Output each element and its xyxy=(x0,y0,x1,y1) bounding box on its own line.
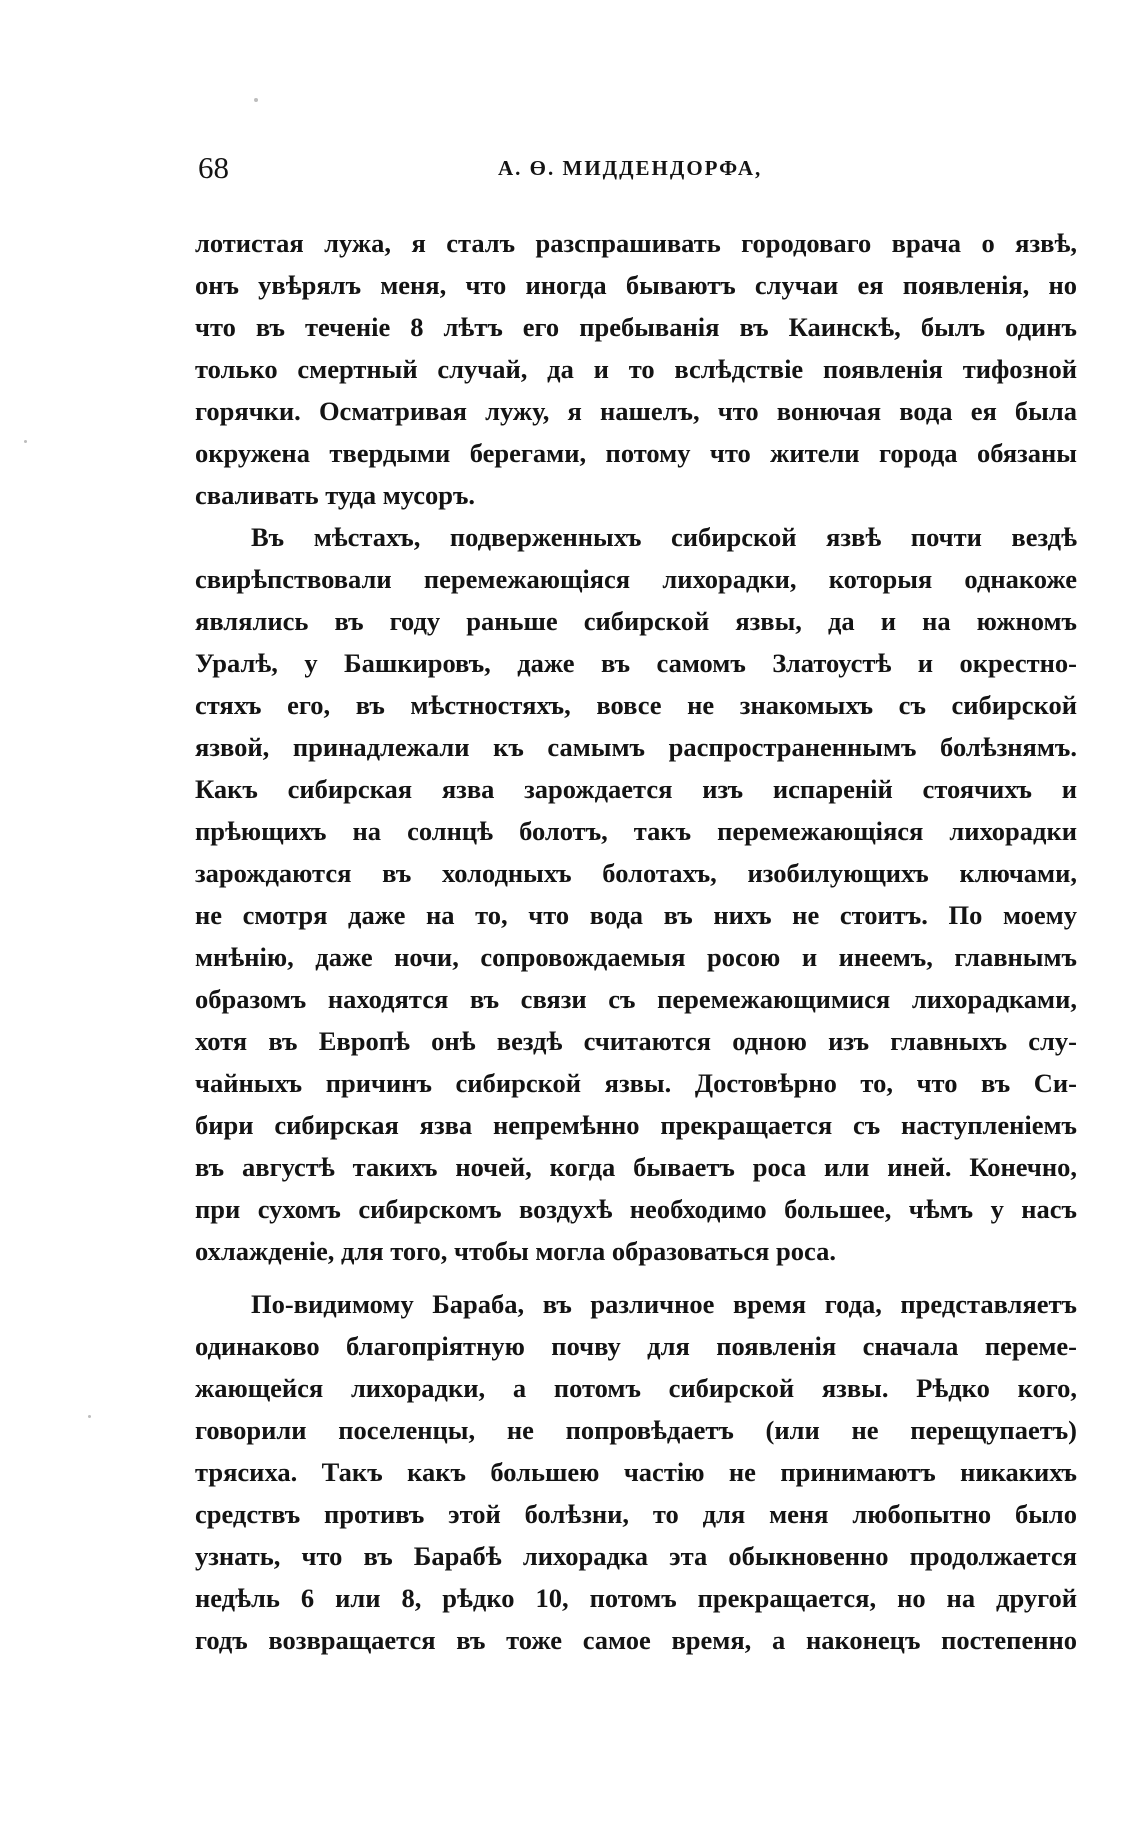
text-line: окружена твердыми берегами, потому что жители города обязаны xyxy=(195,438,1077,468)
text-line: годъ возвращается въ тоже самое время, а наконецъ постепенно xyxy=(195,1625,1077,1655)
running-head: А. Ө. МИДДЕНДОРФА, xyxy=(498,156,763,180)
text-line: трясиха. Такъ какъ большею частію не принимаютъ никакихъ xyxy=(195,1457,1077,1487)
text-line: недѣль 6 или 8, рѣдко 10, потомъ прекращается, но на другой xyxy=(195,1583,1077,1613)
text-line: Въ мѣстахъ, подверженныхъ сибирской язвѣ почти вездѣ xyxy=(251,522,1077,552)
scan-speck xyxy=(254,98,258,102)
text-line: въ августѣ такихъ ночей, когда бываетъ роса или иней. Конечно, xyxy=(195,1152,1077,1182)
text-line: средствъ противъ этой болѣзни, то для меня любопытно было xyxy=(195,1499,1077,1529)
text-line: не смотря даже на то, что вода въ нихъ не стоитъ. По моему xyxy=(195,900,1077,930)
text-line: жающейся лихорадки, а потомъ сибирской язвы. Рѣдко кого, xyxy=(195,1373,1077,1403)
text-line: мнѣнію, даже ночи, сопровождаемыя росою и инеемъ, главнымъ xyxy=(195,942,1077,972)
text-line: только смертный случай, да и то вслѣдствіе появленія тифозной xyxy=(195,354,1077,384)
body-text xyxy=(195,222,1077,1661)
text-line: горячки. Осматривая лужу, я нашелъ, что вонючая вода ея была xyxy=(195,396,1077,426)
scan-speck xyxy=(88,1415,91,1418)
text-line: являлись въ году раньше сибирской язвы, да и на южномъ xyxy=(195,606,1077,636)
text-line: сваливать туда мусоръ. xyxy=(195,480,476,510)
text-line: образомъ находятся въ связи съ перемежающимися лихорадками, xyxy=(195,984,1077,1014)
text-line: бири сибирская язва непремѣнно прекращается съ наступленіемъ xyxy=(195,1110,1077,1140)
text-line: По-видимому Бараба, въ различное время года, представляетъ xyxy=(251,1289,1077,1319)
page-header xyxy=(198,150,1078,190)
text-line: лотистая лужа, я сталъ разспрашивать городоваго врача о язвѣ, xyxy=(195,228,1077,258)
text-line: одинаково благопріятную почву для появленія сначала переме- xyxy=(195,1331,1077,1361)
text-line: язвой, принадлежали къ самымъ распространеннымъ болѣзнямъ. xyxy=(195,732,1077,762)
text-line: онъ увѣрялъ меня, что иногда бываютъ случаи ея появленія, но xyxy=(195,270,1077,300)
text-line: говорили поселенцы, не попровѣдаетъ (или не перещупаетъ) xyxy=(195,1415,1077,1445)
text-line: стяхъ его, въ мѣстностяхъ, вовсе не знакомыхъ съ сибирской xyxy=(195,690,1077,720)
text-line: узнать, что въ Барабѣ лихорадка эта обыкновенно продолжается xyxy=(195,1541,1077,1571)
text-line: Уралѣ, у Башкировъ, даже въ самомъ Златоустѣ и окрестно- xyxy=(195,648,1077,678)
text-line: при сухомъ сибирскомъ воздухѣ необходимо большее, чѣмъ у насъ xyxy=(195,1194,1077,1224)
text-line: зарождаются въ холодныхъ болотахъ, изобилующихъ ключами, xyxy=(195,858,1077,888)
scan-speck xyxy=(24,440,27,443)
text-line: Какъ сибирская язва зарождается изъ испареній стоячихъ и xyxy=(195,774,1077,804)
text-line: охлажденіе, для того, чтобы могла образоваться роса. xyxy=(195,1236,836,1266)
page-number: 68 xyxy=(198,150,229,185)
text-line: чайныхъ причинъ сибирской язвы. Достовѣрно то, что въ Си- xyxy=(195,1068,1077,1098)
text-line: хотя въ Европѣ онѣ вездѣ считаются одною изъ главныхъ слу- xyxy=(195,1026,1077,1056)
text-line: прѣющихъ на солнцѣ болотъ, такъ перемежающіяся лихорадки xyxy=(195,816,1077,846)
text-line: свирѣпствовали перемежающіяся лихорадки, которыя однакоже xyxy=(195,564,1077,594)
text-line: что въ теченіе 8 лѣтъ его пребыванія въ Каинскѣ, былъ одинъ xyxy=(195,312,1077,342)
